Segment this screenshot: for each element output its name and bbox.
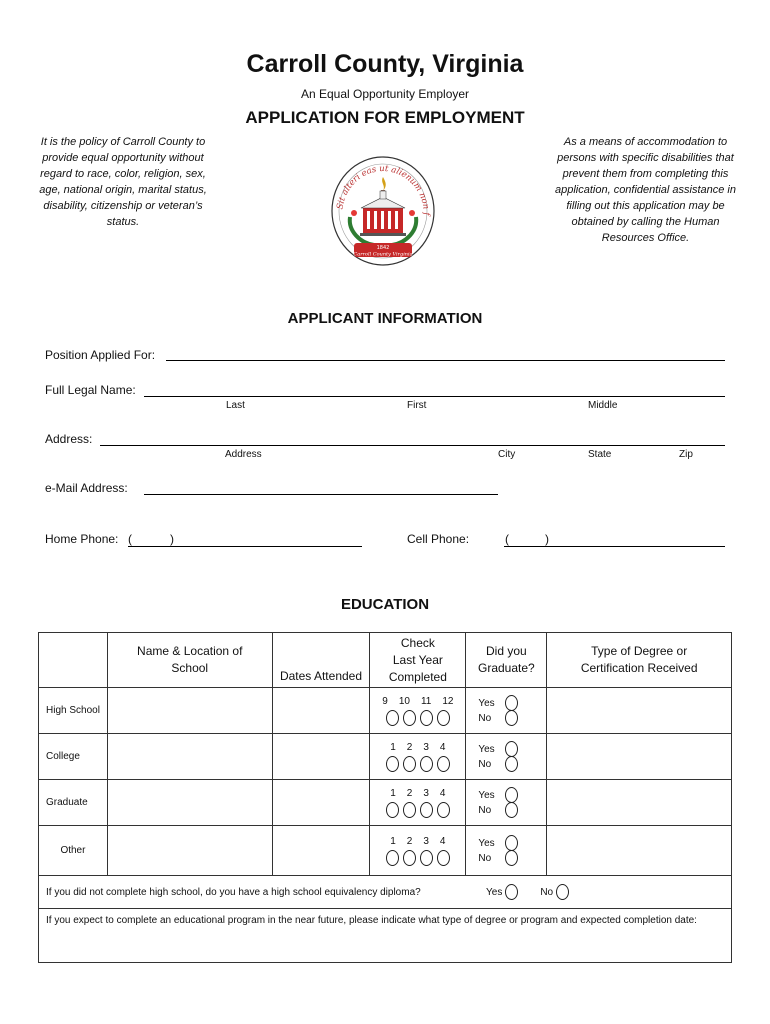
header-degree-type: Type of Degree or Certification Received	[547, 633, 732, 688]
year-option-label: 4	[439, 835, 446, 847]
year-option-label: 4	[439, 787, 446, 799]
year-radio[interactable]	[437, 756, 450, 772]
year-option-label: 12	[442, 695, 454, 707]
address-field[interactable]	[100, 445, 725, 446]
dates-field[interactable]	[272, 826, 370, 876]
education-row-high-school	[39, 688, 732, 734]
school-field[interactable]	[107, 780, 272, 826]
year-radio[interactable]	[386, 850, 399, 866]
education-row-college	[39, 734, 732, 780]
year-option-label: 3	[423, 835, 429, 847]
year-option-label: 4	[439, 741, 446, 753]
address-label: Address:	[45, 432, 93, 446]
name-first-caption: First	[407, 400, 427, 411]
graduate-yes-radio[interactable]	[505, 787, 518, 803]
year-radio[interactable]	[386, 802, 399, 818]
year-radio[interactable]	[403, 710, 416, 726]
graduate-no-radio[interactable]	[505, 756, 518, 772]
yes-label: Yes	[478, 837, 495, 849]
graduate-yes-radio[interactable]	[505, 741, 518, 757]
future-program-field[interactable]	[39, 909, 732, 963]
row-label: Graduate	[39, 780, 108, 826]
graduate-cell	[466, 826, 547, 876]
cell-phone-paren-close: )	[545, 532, 549, 546]
year-option-label: 11	[420, 695, 432, 707]
graduate-no-radio[interactable]	[505, 802, 518, 818]
year-option-label: 1	[390, 741, 396, 753]
degree-field[interactable]	[547, 734, 732, 780]
zip-caption: Zip	[679, 449, 693, 460]
city-caption: City	[498, 449, 516, 460]
position-field[interactable]	[166, 360, 725, 361]
no-label: No	[478, 758, 492, 770]
graduate-yes-radio[interactable]	[505, 835, 518, 851]
year-completed-cell	[370, 734, 466, 780]
full-name-field[interactable]	[144, 396, 725, 397]
school-field[interactable]	[107, 826, 272, 876]
graduate-no-radio[interactable]	[505, 710, 518, 726]
seal-name: Carroll County Virginia	[353, 251, 413, 258]
education-row-other	[39, 826, 732, 876]
dates-field[interactable]	[272, 734, 370, 780]
graduate-cell	[466, 780, 547, 826]
education-heading: EDUCATION	[340, 596, 430, 613]
home-phone-label: Home Phone:	[45, 532, 119, 546]
year-option-label: 2	[406, 741, 413, 753]
yes-label: Yes	[478, 743, 495, 755]
school-field[interactable]	[107, 688, 272, 734]
position-label: Position Applied For:	[45, 348, 156, 362]
header-did-you-graduate: Did you Graduate?	[466, 633, 547, 688]
graduate-cell	[466, 688, 547, 734]
name-last-caption: Last	[226, 400, 245, 411]
county-seal	[330, 155, 436, 267]
no-label: No	[478, 804, 492, 816]
page-title: Carroll County, Virginia	[246, 50, 524, 78]
cell-phone-field[interactable]	[504, 546, 725, 547]
home-phone-paren-close: )	[170, 532, 174, 546]
year-radio[interactable]	[403, 802, 416, 818]
year-completed-cell	[370, 826, 466, 876]
yes-label: Yes	[486, 886, 503, 898]
dates-field[interactable]	[272, 688, 370, 734]
equivalency-no-radio[interactable]	[556, 884, 569, 900]
year-radio[interactable]	[403, 756, 416, 772]
education-row-graduate	[39, 780, 732, 826]
row-label: High School	[39, 688, 108, 734]
year-option-label: 2	[406, 787, 413, 799]
equal-opportunity-policy: It is the policy of Carroll County to provide equal opportunity without regard to race, color, religion, sex, age, national origin, marital status, disability, citizenship or veteran’s status.	[39, 136, 207, 228]
year-completed-cell	[370, 780, 466, 826]
header-school: Name & Location of School	[107, 633, 272, 688]
future-program-question: If you expect to complete an educational program in the near future, please indicate what type of degree or program and expected completion date:	[46, 915, 697, 926]
graduate-yes-radio[interactable]	[505, 695, 518, 711]
equivalency-row	[39, 876, 732, 909]
full-name-label: Full Legal Name:	[45, 383, 136, 397]
name-middle-caption: Middle	[588, 400, 618, 411]
address-caption: Address	[225, 449, 262, 460]
year-option-label: 9	[382, 695, 388, 707]
row-label: Other	[39, 826, 108, 876]
graduate-no-radio[interactable]	[505, 850, 518, 866]
year-radio[interactable]	[420, 802, 433, 818]
year-radio[interactable]	[437, 802, 450, 818]
email-field[interactable]	[144, 494, 498, 495]
year-radio[interactable]	[420, 850, 433, 866]
future-program-row	[39, 909, 732, 963]
yes-label: Yes	[478, 697, 495, 709]
equivalency-question: If you did not complete high school, do you have a high school equivalency diploma?	[46, 886, 421, 898]
home-phone-field[interactable]	[128, 546, 362, 547]
year-option-label: 1	[390, 787, 396, 799]
header-blank	[39, 633, 108, 688]
year-radio[interactable]	[420, 756, 433, 772]
dates-field[interactable]	[272, 780, 370, 826]
school-field[interactable]	[107, 734, 272, 780]
header-dates: Dates Attended	[272, 633, 370, 688]
year-radio[interactable]	[403, 850, 416, 866]
year-option-label: 3	[423, 787, 429, 799]
row-label: College	[39, 734, 108, 780]
email-label: e-Mail Address:	[45, 481, 128, 495]
no-label: No	[478, 852, 492, 864]
equivalency-yes-radio[interactable]	[505, 884, 518, 900]
seal-year: 1842	[376, 245, 390, 251]
year-completed-cell	[370, 688, 466, 734]
applicant-information-heading: APPLICANT INFORMATION	[287, 310, 483, 327]
graduate-cell	[466, 734, 547, 780]
year-radio[interactable]	[437, 850, 450, 866]
year-option-label: 3	[423, 741, 429, 753]
home-phone-paren-open: (	[128, 532, 132, 546]
yes-label: Yes	[478, 789, 495, 801]
cell-phone-paren-open: (	[505, 532, 509, 546]
year-radio[interactable]	[386, 710, 399, 726]
subtitle: An Equal Opportunity Employer	[300, 87, 470, 101]
degree-field[interactable]	[547, 780, 732, 826]
state-caption: State	[588, 449, 612, 460]
degree-field[interactable]	[547, 826, 732, 876]
degree-field[interactable]	[547, 688, 732, 734]
year-radio[interactable]	[437, 710, 450, 726]
form-title: APPLICATION FOR EMPLOYMENT	[245, 108, 525, 127]
seal-motto: Sit alteri eas ut alienum non f	[335, 163, 432, 216]
year-option-label: 10	[398, 695, 410, 707]
no-label: No	[478, 712, 492, 724]
accommodation-notice: As a means of accommodation to persons with specific disabilities that prevent them from completing this application, confidential assistance in filling out this application may be obtained by calling the Human Resources Office.	[554, 136, 736, 244]
year-option-label: 2	[406, 835, 413, 847]
year-radio[interactable]	[386, 756, 399, 772]
no-label: No	[540, 886, 554, 898]
cell-phone-label: Cell Phone:	[407, 532, 470, 546]
header-check-last-year: Check Last Year Completed	[370, 633, 466, 688]
equivalency-cell	[39, 876, 732, 909]
year-radio[interactable]	[420, 710, 433, 726]
education-table	[38, 632, 732, 963]
year-option-label: 1	[390, 835, 396, 847]
